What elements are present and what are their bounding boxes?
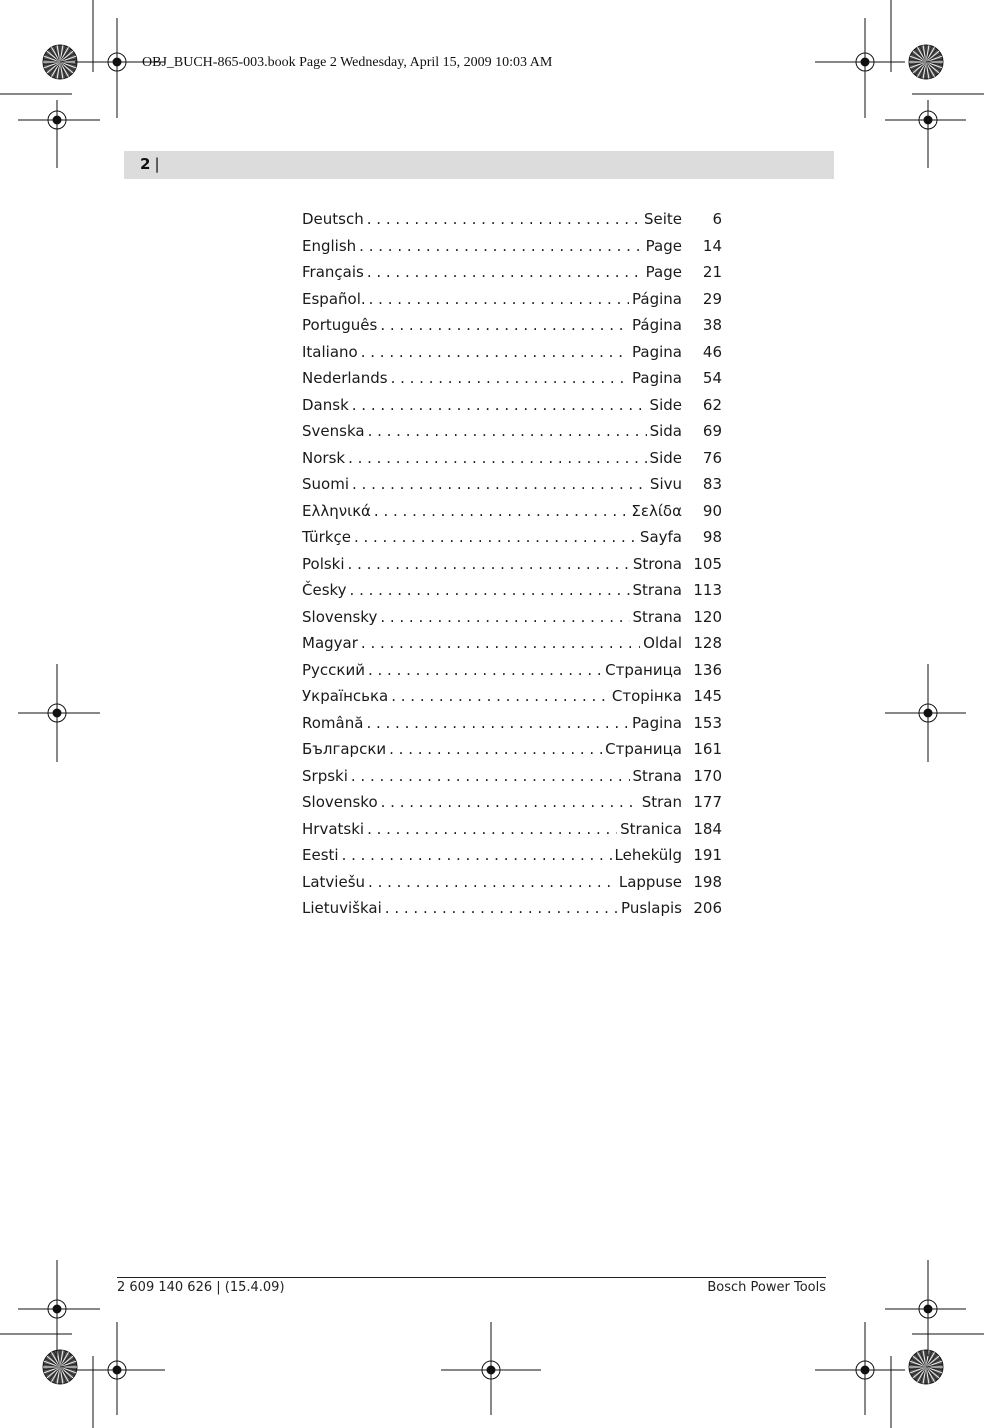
toc-language: Lietuviškai	[302, 899, 382, 917]
toc-page-label: Página	[632, 316, 682, 334]
footer-document-number: 2 609 140 626 | (15.4.09)	[117, 1280, 285, 1295]
toc-row	[302, 842, 722, 869]
toc-row	[302, 259, 722, 286]
toc-language: Italiano	[302, 342, 358, 361]
toc-row	[302, 710, 722, 737]
toc-language: Svenska	[302, 422, 365, 440]
toc-page-number: 6	[712, 210, 722, 228]
toc-language: Français	[302, 263, 364, 281]
toc-page-label: Сторінка	[611, 687, 682, 705]
header-bar	[124, 151, 834, 179]
toc-page-label: Strana	[632, 581, 682, 599]
toc-language: Slovensky	[302, 607, 378, 626]
toc-leader-dots	[391, 365, 629, 392]
toc-row	[302, 498, 722, 525]
toc-leader-dots	[348, 445, 646, 472]
toc-row	[302, 339, 722, 366]
toc-page-number: 153	[693, 713, 722, 732]
toc-row	[302, 604, 722, 631]
page-number-separator: |	[154, 155, 160, 173]
toc-page-number: 177	[693, 793, 722, 811]
toc-page-number: 128	[693, 634, 722, 652]
toc-leader-dots	[366, 710, 629, 737]
toc-row	[302, 683, 722, 710]
toc-language: Español.	[302, 289, 366, 308]
toc-language: Hrvatski	[302, 819, 365, 838]
toc-page-number: 14	[702, 236, 722, 255]
toc-language: Slovensko	[302, 793, 378, 811]
toc-language: Nederlands	[302, 369, 388, 387]
toc-leader-dots	[354, 524, 637, 551]
toc-leader-dots	[342, 842, 612, 869]
toc-leader-dots	[361, 630, 640, 657]
toc-leader-dots	[380, 604, 629, 631]
toc-language: Türkçe	[302, 528, 351, 546]
toc-page-label: Sayfa	[639, 528, 682, 546]
page-number-value: 2	[140, 155, 151, 173]
footer-brand: Bosch Power Tools	[707, 1280, 826, 1295]
toc-row	[302, 471, 722, 498]
print-info-line: OBJ_BUCH-865-003.book Page 2 Wednesday, April 15, 2009 10:03 AM	[142, 55, 553, 70]
toc-row	[302, 365, 722, 392]
toc-row	[302, 630, 722, 657]
toc-page-label: Strona	[632, 554, 682, 573]
toc-row	[302, 392, 722, 419]
toc-leader-dots	[385, 895, 618, 922]
footer-rule	[117, 1277, 826, 1278]
toc-language: Română	[302, 713, 364, 732]
toc-leader-dots	[368, 869, 616, 896]
toc-page-label: Seite	[643, 210, 682, 228]
toc-page-label: Pagina	[632, 369, 682, 387]
toc-page-number: 120	[693, 607, 722, 626]
toc-language: Eesti	[302, 846, 339, 864]
toc-language: Deutsch	[302, 210, 364, 228]
toc-row	[302, 895, 722, 922]
toc-page-label: Oldal	[643, 634, 682, 652]
toc-language: Srpski	[302, 766, 348, 785]
toc-page-number: 198	[693, 872, 722, 891]
toc-page-label: Lappuse	[618, 872, 682, 891]
toc-page-label: Page	[645, 236, 682, 255]
toc-page-number: 206	[693, 899, 722, 917]
toc-leader-dots	[352, 471, 647, 498]
toc-row	[302, 445, 722, 472]
toc-page-number: 105	[693, 554, 722, 573]
toc-page-number: 161	[693, 740, 722, 758]
toc-page-label: Strana	[632, 607, 682, 626]
toc-page-label: Página	[632, 289, 682, 308]
toc-row	[302, 577, 722, 604]
toc-leader-dots	[369, 286, 629, 313]
toc-page-label: Lehekülg	[614, 846, 682, 864]
toc-page-label: Puslapis	[621, 899, 682, 917]
toc-page-number: 90	[702, 501, 722, 520]
toc-language: Česky	[302, 581, 347, 599]
table-of-contents	[302, 206, 722, 922]
toc-row	[302, 524, 722, 551]
toc-row	[302, 418, 722, 445]
toc-row	[302, 657, 722, 684]
toc-page-number: 191	[693, 846, 722, 864]
toc-page-label: Σελίδα	[631, 501, 682, 520]
toc-page-label: Side	[649, 448, 682, 467]
toc-leader-dots	[352, 392, 647, 419]
toc-page-number: 76	[702, 448, 722, 467]
toc-language: English	[302, 236, 357, 255]
toc-page-number: 62	[702, 395, 722, 414]
toc-page-number: 98	[702, 528, 722, 546]
toc-row	[302, 551, 722, 578]
toc-page-label: Pagina	[632, 713, 682, 732]
toc-leader-dots	[350, 577, 630, 604]
toc-page-number: 170	[693, 766, 722, 785]
toc-language: Latviešu	[302, 872, 366, 891]
toc-page-label: Page	[645, 263, 682, 281]
toc-page-number: 54	[702, 369, 722, 387]
toc-page-label: Side	[649, 395, 682, 414]
toc-row	[302, 286, 722, 313]
toc-page-label: Stranica	[620, 819, 682, 838]
toc-page-number: 136	[693, 660, 722, 679]
toc-page-label: Pagina	[632, 342, 682, 361]
toc-row	[302, 869, 722, 896]
toc-page-number: 69	[702, 422, 722, 440]
toc-page-label: Страница	[605, 740, 682, 758]
toc-language: Norsk	[302, 448, 346, 467]
toc-row	[302, 763, 722, 790]
toc-language: Suomi	[302, 475, 349, 493]
toc-language: Български	[302, 740, 387, 758]
toc-leader-dots	[359, 233, 643, 260]
toc-page-number: 184	[693, 819, 722, 838]
toc-language: Українська	[302, 687, 389, 705]
toc-leader-dots	[374, 498, 628, 525]
toc-language: Português	[302, 316, 378, 334]
toc-leader-dots	[351, 763, 630, 790]
toc-page-label: Sida	[649, 422, 682, 440]
toc-page-number: 83	[702, 475, 722, 493]
toc-language: Ελληνικά	[302, 501, 371, 520]
toc-leader-dots	[380, 312, 629, 339]
toc-row	[302, 789, 722, 816]
toc-leader-dots	[367, 206, 641, 233]
toc-leader-dots	[391, 683, 609, 710]
toc-leader-dots	[348, 551, 630, 578]
toc-leader-dots	[361, 339, 629, 366]
toc-leader-dots	[389, 736, 602, 763]
toc-page-number: 46	[702, 342, 722, 361]
toc-page-label: Страница	[605, 660, 682, 679]
toc-page-label: Stran	[641, 793, 682, 811]
toc-leader-dots	[368, 657, 602, 684]
toc-row	[302, 736, 722, 763]
toc-page-label: Strana	[632, 766, 682, 785]
toc-leader-dots	[367, 816, 617, 843]
toc-row	[302, 312, 722, 339]
toc-page-number: 38	[702, 316, 722, 334]
toc-language: Magyar	[302, 634, 358, 652]
toc-leader-dots	[367, 259, 643, 286]
toc-leader-dots	[368, 418, 647, 445]
toc-page-number: 113	[693, 581, 722, 599]
toc-leader-dots	[381, 789, 639, 816]
page-number	[140, 155, 160, 173]
toc-row	[302, 816, 722, 843]
toc-page-number: 29	[702, 289, 722, 308]
toc-row	[302, 233, 722, 260]
toc-language: Русский	[302, 660, 365, 679]
toc-row	[302, 206, 722, 233]
toc-page-number: 145	[693, 687, 722, 705]
toc-language: Polski	[302, 554, 345, 573]
toc-page-label: Sivu	[649, 475, 682, 493]
toc-page-number: 21	[702, 263, 722, 281]
toc-language: Dansk	[302, 395, 349, 414]
